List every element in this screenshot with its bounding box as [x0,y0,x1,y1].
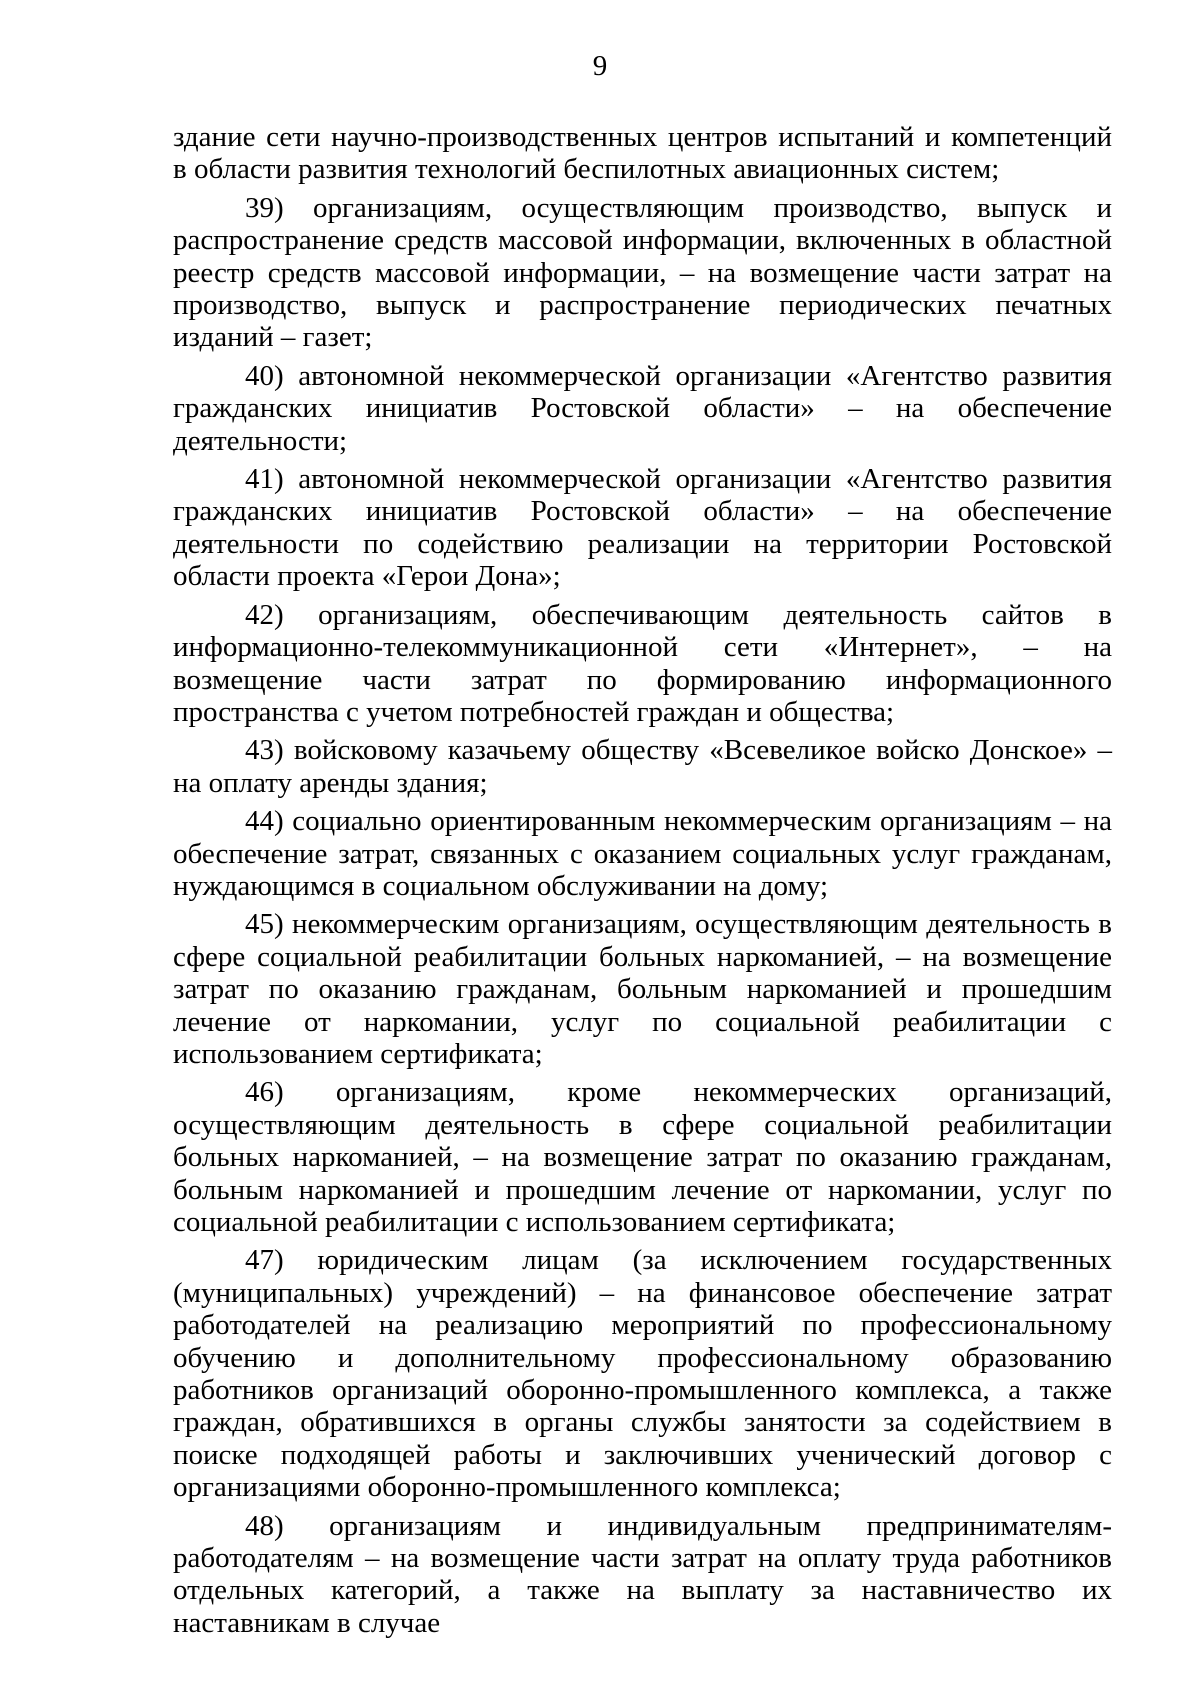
paragraph-item-47: 47) юридическим лицам (за исключением государственных (муниципальных) учреждений) – на финансовое обеспечение затрат работодателей на реализацию мероприятий по профессиональному обучению и дополнительному профессиональному образованию работников организаций оборонно-промышленного комплекса, а также граждан, обратившихся в органы службы занятости за содействием в поиске подходящей работы и заключивших ученический договор с организациями оборонно-промышленного комплекса; [173,1244,1112,1504]
document-body [173,121,1112,1645]
paragraph-item-39: 39) организациям, осуществляющим производство, выпуск и распространение средств массовой информации, включенных в областной реестр средств массовой информации, – на возмещение части затрат на производство, выпуск и распространение периодических печатных изданий – газет; [173,191,1112,354]
paragraph-continuation: здание сети научно-производственных центров испытаний и компетенций в области развития технологий беспилотных авиационных систем; [173,121,1112,186]
paragraph-item-45: 45) некоммерческим организациям, осуществляющим деятельность в сфере социальной реабилитации больных наркоманией, – на возмещение затрат по оказанию гражданам, больным наркоманией и прошедшим лечение от наркомании, услуг по социальной реабилитации с использованием сертификата; [173,908,1112,1070]
paragraph-item-41: 41) автономной некоммерческой организации «Агентство развития гражданских инициатив Ростовской области» – на обеспечение деятельности по содействию реализации на территории Ростовской области проекта «Герои Дона»; [173,463,1112,593]
paragraph-item-48: 48) организациям и индивидуальным предпринимателям-работодателям – на возмещение части затрат на оплату труда работников отдельных категорий, а также на выплату за наставничество их наставникам в случае [173,1509,1112,1639]
paragraph-item-40: 40) автономной некоммерческой организации «Агентство развития гражданских инициатив Ростовской области» – на обеспечение деятельности; [173,359,1112,457]
paragraph-item-46: 46) организациям, кроме некоммерческих организаций, осуществляющим деятельность в сфере социальной реабилитации больных наркоманией, – на возмещение затрат по оказанию гражданам, больным наркоманией и прошедшим лечение от наркомании, услуг по социальной реабилитации с использованием сертификата; [173,1076,1112,1238]
paragraph-item-42: 42) организациям, обеспечивающим деятельность сайтов в информационно-телекоммуникационной сети «Интернет», – на возмещение части затрат по формированию информационного пространства с учетом потребностей граждан и общества; [173,598,1112,728]
page-number: 9 [592,50,608,82]
paragraph-item-44: 44) социально ориентированным некоммерческим организациям – на обеспечение затрат, связанных с оказанием социальных услуг гражданам, нуждающимся в социальном обслуживании на дому; [173,805,1112,902]
paragraph-item-43: 43) войсковому казачьему обществу «Всевеликое войско Донское» – на оплату аренды здания; [173,734,1112,799]
